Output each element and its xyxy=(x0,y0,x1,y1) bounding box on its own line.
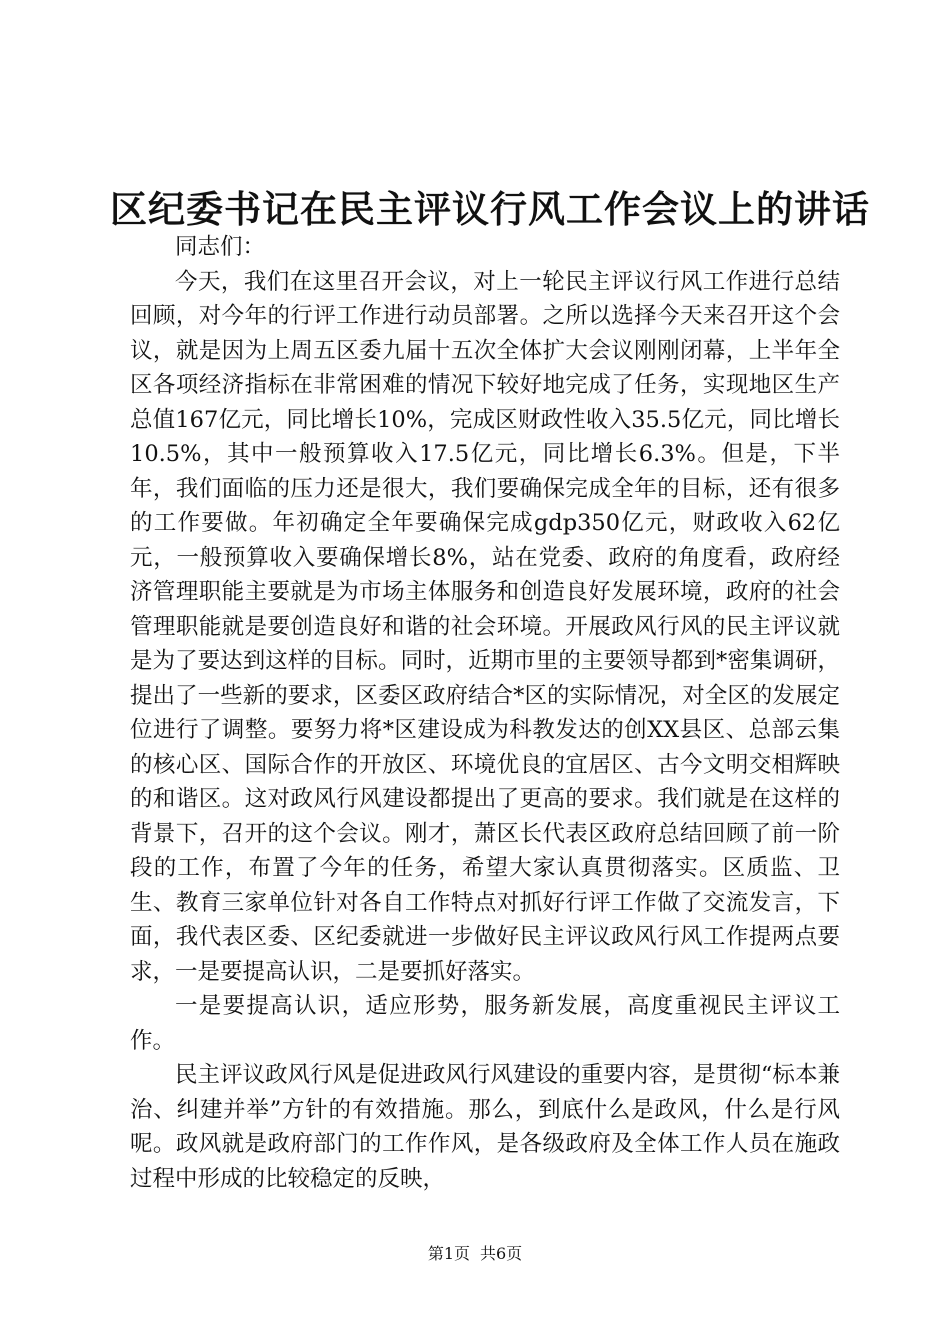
page-total: 共6页 xyxy=(480,1244,523,1263)
document-body xyxy=(130,230,840,1196)
section-heading-paragraph: 一是要提高认识，适应形势，服务新发展，高度重视民主评议工作。 xyxy=(130,993,840,1054)
body-paragraph: 民主评议政风行风是促进政风行风建设的重要内容，是贯彻“标本兼治、纠建并举”方针的有效措施。那么，到底什么是政风，什么是行风呢。政风就是政府部门的工作作风，是各级政府及全体工作人员在施政过程中形成的比较稳定的反映， xyxy=(130,1062,840,1192)
document-title: 区纪委书记在民主评议行风工作会议上的讲话 xyxy=(110,187,870,231)
salutation-paragraph: 同志们： xyxy=(175,234,266,260)
page-number: 第1页 xyxy=(427,1244,470,1263)
body-paragraph: 今天，我们在这里召开会议，对上一轮民主评议行风工作进行总结回顾，对今年的行评工作进行动员部署。之所以选择今天来召开这个会议，就是因为上周五区委九届十五次全体扩大会议刚刚闭幕，上半年全区各项经济指标在非常困难的情况下较好地完成了任务，实现地区生产总值167亿元，同比增长10%，完成区财政性收入35.5亿元，同比增长10.5%，其中一般预算收入17.5亿元，同比增长6.3%。但是，下半年，我们面临的压力还是很大，我们要确保完成全年的目标，还有很多的工作要做。年初确定全年要确保完成gdp350亿元，财政收入62亿元，一般预算收入要确保增长8%，站在党委、政府的角度看，政府经济管理职能主要就是为市场主体服务和创造良好发展环境，政府的社会管理职能就是要创造良好和谐的社会环境。开展政风行风的民主评议就是为了要达到这样的目标。同时，近期市里的主要领导都到*密集调研，提出了一些新的要求，区委区政府结合*区的实际情况，对全区的发展定位进行了调整。要努力将*区建设成为科教发达的创XX县区、总部云集的核心区、国际合作的开放区、环境优良的宜居区、古今文明交相辉映的和谐区。这对政风行风建设都提出了更高的要求。我们就是在这样的背景下，召开的这个会议。刚才，萧区长代表区政府总结回顾了前一阶段的工作，布置了今年的任务，希望大家认真贯彻落实。区质监、卫生、教育三家单位针对各自工作特点对抓好行评工作做了交流发言，下面，我代表区委、区纪委就进一步做好民主评议政风行风工作提两点要求，一是要提高认识，二是要抓好落实。 xyxy=(130,268,840,985)
page-footer xyxy=(0,1243,950,1265)
